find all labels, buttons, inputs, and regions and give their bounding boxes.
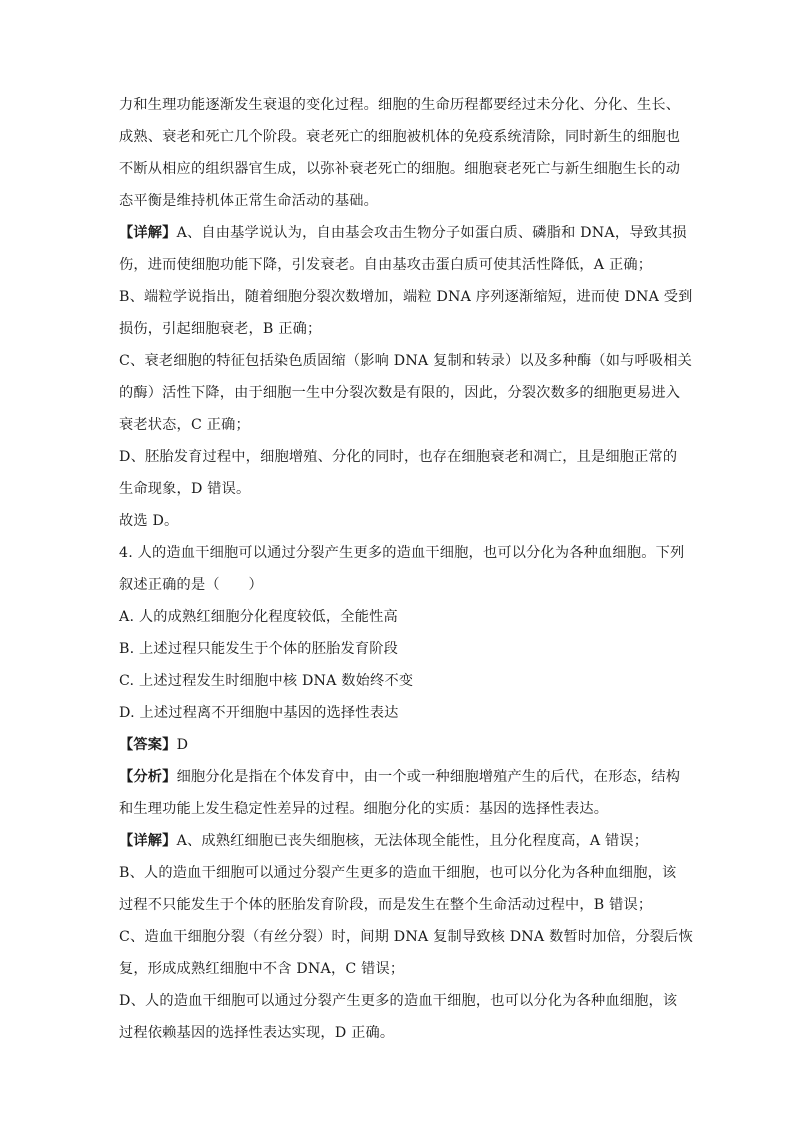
explanation-tag: 【详解】	[119, 225, 177, 241]
analysis-tag: 【分析】	[119, 769, 177, 785]
text-line: 态平衡是维持机体正常生命活动的基础。	[119, 193, 378, 209]
explanation-text: A、成熟红细胞已丧失细胞核，无法体现全能性，且分化程度高，A 错误；	[176, 833, 649, 849]
text-line: 和生理功能上发生稳定性差异的过程。细胞分化的实质：基因的选择性表达。	[119, 801, 609, 817]
explanation-tag: 【详解】	[119, 833, 177, 849]
text-line: 力和生理功能逐渐发生衰退的变化过程。细胞的生命历程都要经过未分化、分化、生长、	[119, 97, 681, 113]
text-line: C、衰老细胞的特征包括染色质固缩（影响 DNA 复制和转录）以及多种酶（如与呼吸相关	[119, 353, 693, 369]
text-line: D、人的造血干细胞可以通过分裂产生更多的造血干细胞，也可以分化为各种血细胞，该	[119, 993, 678, 1009]
text-line: D、胚胎发育过程中，细胞增殖、分化的同时，也存在细胞衰老和凋亡，且是细胞正常的	[119, 449, 678, 465]
option-c: C. 上述过程发生时细胞中核 DNA 数始终不变	[119, 673, 414, 689]
option-b: B. 上述过程只能发生于个体的胚胎发育阶段	[119, 641, 399, 657]
text-line: 成熟、衰老和死亡几个阶段。衰老死亡的细胞被机体的免疫系统清除，同时新生的细胞也	[119, 129, 681, 145]
text-line: 过程不只能发生于个体的胚胎发育阶段，而是发生在整个生命活动过程中，B 错误；	[119, 897, 653, 913]
text-line: 生命现象，D 错误。	[119, 481, 251, 497]
text-line: 衰老状态，C 正确；	[119, 417, 250, 433]
question-stem: 叙述正确的是（ ）	[119, 577, 263, 593]
text-line: 过程依赖基因的选择性表达实现，D 正确。	[119, 1025, 395, 1041]
explanation-text: A、自由基学说认为，自由基会攻击生物分子如蛋白质、磷脂和 DNA，导致其损	[176, 225, 687, 241]
analysis-line	[119, 768, 679, 786]
explanation-line	[119, 832, 679, 850]
page-content	[119, 96, 693, 1056]
conclusion-line: 故选 D。	[119, 513, 179, 529]
answer-value: D	[176, 737, 189, 753]
option-a: A. 人的成熟红细胞分化程度较低，全能性高	[119, 609, 398, 625]
option-d: D. 上述过程离不开细胞中基因的选择性表达	[119, 705, 399, 721]
answer-tag: 【答案】	[119, 737, 177, 753]
text-line: B、端粒学说指出，随着细胞分裂次数增加，端粒 DNA 序列逐渐缩短，进而使 DNA 受到	[119, 289, 693, 305]
question-stem: 4. 人的造血干细胞可以通过分裂产生更多的造血干细胞，也可以分化为各种血细胞。下列	[119, 545, 685, 561]
text-line: 损伤，引起细胞衰老，B 正确；	[119, 321, 322, 337]
text-line: 不断从相应的组织器官生成，以弥补衰老死亡的细胞。细胞衰老死亡与新生细胞生长的动	[119, 161, 681, 177]
explanation-line	[119, 224, 687, 242]
text-line: 的酶）活性下降，由于细胞一生中分裂次数是有限的，因此，分裂次数多的细胞更易进入	[119, 385, 681, 401]
text-line: C、造血干细胞分裂（有丝分裂）时，间期 DNA 复制导致核 DNA 数暂时加倍，分裂后恢	[119, 929, 693, 945]
answer-line	[119, 736, 679, 754]
text-line: 伤，进而使细胞功能下降，引发衰老。自由基攻击蛋白质可使其活性降低，A 正确；	[119, 257, 653, 273]
text-line: 复，形成成熟红细胞中不含 DNA，C 错误；	[119, 961, 405, 977]
text-line: B、人的造血干细胞可以通过分裂产生更多的造血干细胞，也可以分化为各种血细胞，该	[119, 865, 677, 881]
analysis-text: 细胞分化是指在个体发育中，由一个或一种细胞增殖产生的后代，在形态，结构	[176, 769, 681, 785]
